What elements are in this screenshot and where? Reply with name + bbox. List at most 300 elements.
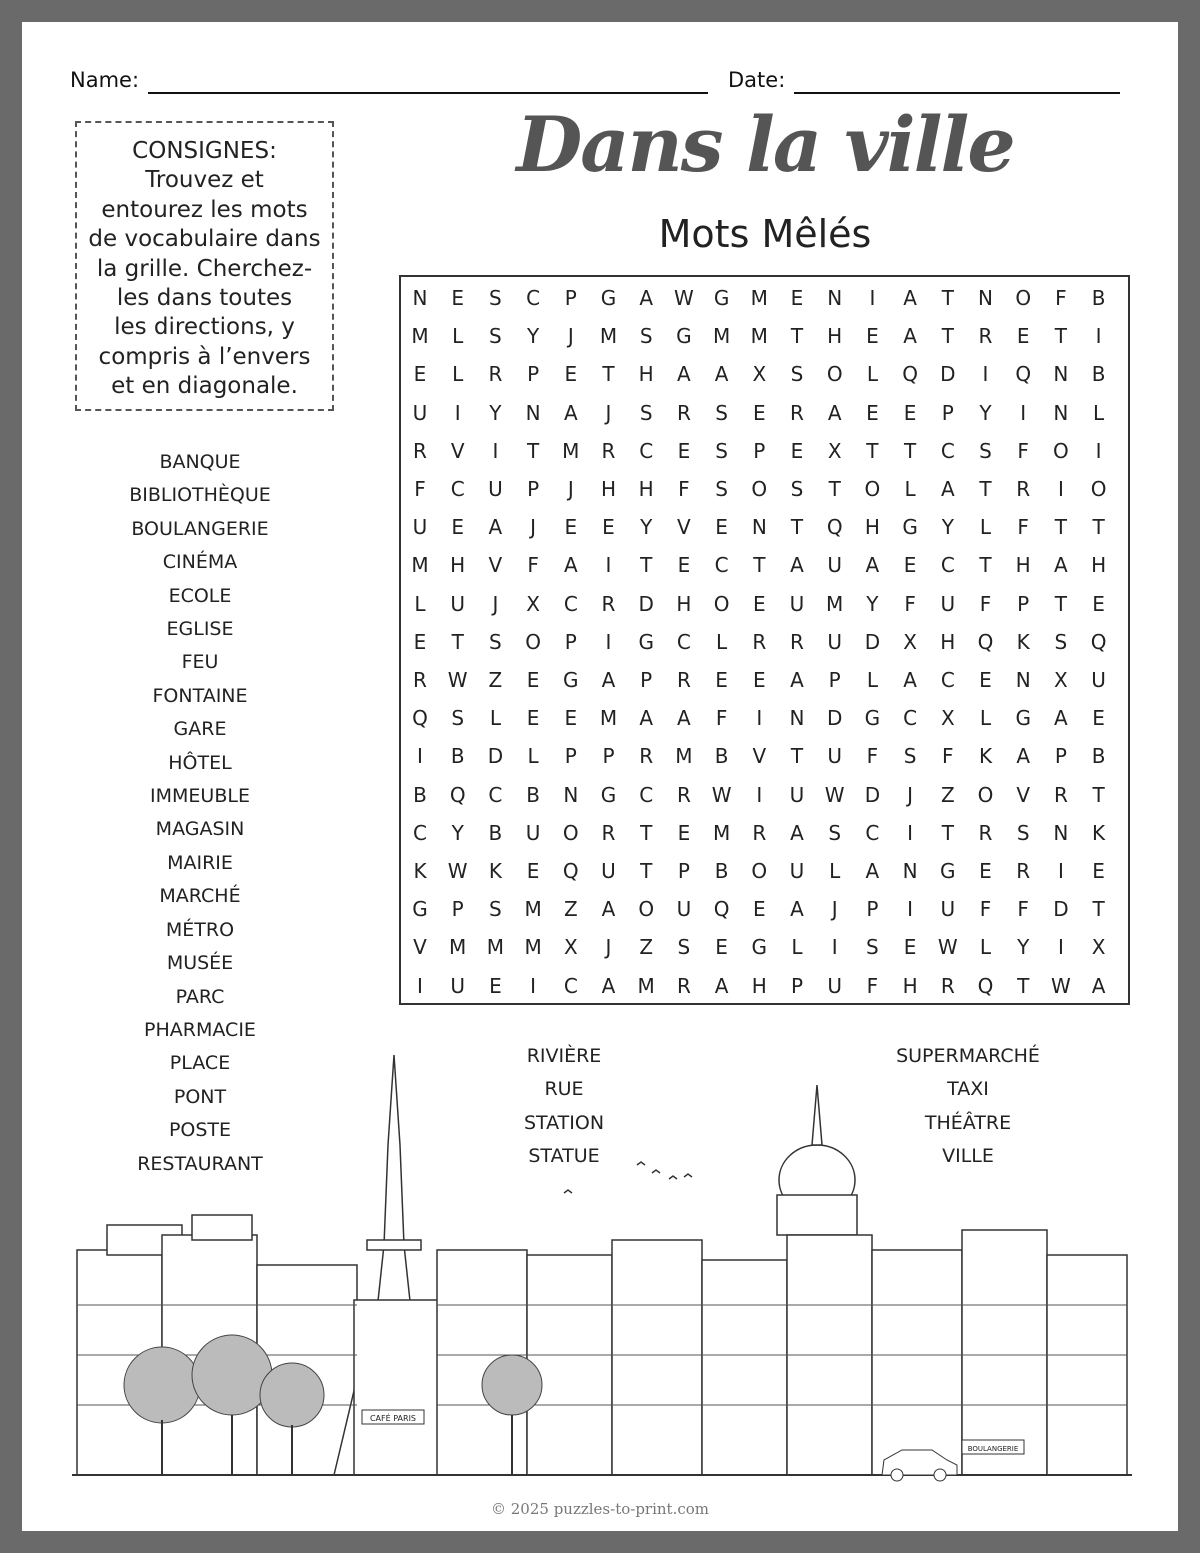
grid-letter[interactable]: C [488, 782, 503, 807]
grid-letter[interactable]: H [864, 515, 880, 540]
grid-letter[interactable]: U [940, 897, 956, 922]
grid-letter[interactable]: I [907, 897, 914, 922]
grid-letter[interactable]: W [674, 286, 694, 310]
grid-letter[interactable]: L [452, 362, 464, 387]
grid-letter[interactable]: U [525, 820, 541, 845]
grid-letter[interactable]: T [1054, 591, 1067, 616]
grid-letter[interactable]: U [601, 859, 616, 883]
grid-letter[interactable]: S [677, 935, 691, 960]
word-search-grid[interactable] [399, 275, 1130, 1005]
grid-letter[interactable]: U [940, 591, 956, 616]
grid-letter[interactable]: A [601, 973, 616, 998]
grid-letter[interactable]: H [902, 973, 918, 998]
grid-letter[interactable]: N [789, 706, 805, 731]
grid-letter[interactable]: H [450, 553, 466, 578]
grid-letter[interactable]: I [1020, 400, 1027, 425]
grid-letter[interactable]: G [864, 706, 881, 731]
grid-letter[interactable]: U [789, 782, 805, 807]
grid-letter[interactable]: U [827, 973, 842, 998]
grid-letter[interactable]: M [411, 553, 429, 578]
grid-letter[interactable]: I [605, 553, 612, 578]
grid-letter[interactable]: T [941, 820, 954, 845]
grid-letter[interactable]: B [526, 782, 540, 807]
grid-letter[interactable]: O [751, 859, 768, 883]
grid-letter[interactable]: Q [1015, 362, 1032, 387]
grid-letter[interactable]: T [640, 553, 653, 578]
grid-letter[interactable]: R [639, 744, 654, 769]
grid-letter[interactable]: E [903, 935, 917, 960]
grid-letter[interactable]: R [1016, 477, 1031, 501]
grid-letter[interactable]: R [752, 629, 767, 654]
grid-letter[interactable]: P [1017, 591, 1030, 616]
grid-letter[interactable]: H [638, 362, 654, 387]
grid-letter[interactable]: P [941, 400, 954, 425]
grid-letter[interactable]: P [640, 668, 653, 692]
grid-letter[interactable]: V [1016, 782, 1031, 807]
grid-letter[interactable]: A [865, 553, 880, 578]
grid-letter[interactable]: G [940, 859, 956, 883]
grid-letter[interactable]: S [1016, 820, 1030, 845]
grid-letter[interactable]: U [1091, 668, 1106, 692]
grid-letter[interactable]: E [903, 400, 917, 425]
grid-letter[interactable]: R [676, 668, 691, 692]
grid-letter[interactable]: T [1017, 973, 1030, 998]
grid-letter[interactable]: F [414, 477, 426, 501]
grid-letter[interactable]: W [447, 668, 468, 692]
grid-letter[interactable]: N [902, 859, 918, 883]
grid-letter[interactable]: R [601, 591, 616, 616]
grid-letter[interactable]: L [979, 935, 992, 960]
grid-letter[interactable]: Y [640, 515, 653, 540]
grid-letter[interactable]: H [1091, 553, 1107, 578]
grid-letter[interactable]: D [487, 744, 504, 769]
grid-letter[interactable]: S [639, 324, 653, 349]
grid-letter[interactable]: I [1057, 477, 1064, 501]
grid-letter[interactable]: L [866, 362, 878, 387]
grid-letter[interactable]: R [601, 438, 616, 463]
grid-letter[interactable]: L [904, 477, 916, 501]
grid-letter[interactable]: D [864, 782, 881, 807]
grid-letter[interactable]: M [411, 324, 429, 349]
grid-letter[interactable]: K [978, 744, 993, 769]
grid-letter[interactable]: N [1053, 820, 1069, 845]
grid-letter[interactable]: E [526, 859, 540, 883]
grid-letter[interactable]: E [903, 553, 917, 578]
grid-letter[interactable]: C [450, 477, 465, 501]
grid-letter[interactable]: T [602, 362, 615, 387]
grid-letter[interactable]: B [1091, 744, 1106, 769]
grid-letter[interactable]: M [712, 820, 731, 845]
grid-letter[interactable]: E [752, 897, 766, 922]
grid-letter[interactable]: C [865, 820, 880, 845]
grid-letter[interactable]: Y [866, 591, 879, 616]
grid-letter[interactable]: E [564, 362, 578, 387]
grid-letter[interactable]: R [413, 668, 427, 692]
grid-letter[interactable]: A [790, 897, 804, 922]
grid-letter[interactable]: E [752, 591, 766, 616]
grid-letter[interactable]: A [1091, 973, 1106, 998]
grid-letter[interactable]: U [450, 591, 465, 616]
grid-letter[interactable]: U [412, 400, 428, 425]
grid-letter[interactable]: M [826, 591, 844, 616]
grid-letter[interactable]: F [979, 591, 992, 616]
grid-letter[interactable]: H [940, 629, 956, 654]
grid-letter[interactable]: I [1057, 859, 1064, 883]
grid-letter[interactable]: B [714, 859, 729, 883]
grid-letter[interactable]: T [979, 553, 992, 578]
grid-letter[interactable]: N [1053, 362, 1069, 387]
grid-letter[interactable]: B [488, 820, 503, 845]
grid-letter[interactable]: L [1093, 400, 1105, 425]
grid-letter[interactable]: F [527, 553, 539, 578]
grid-letter[interactable]: T [828, 477, 841, 501]
grid-letter[interactable]: Q [562, 859, 579, 883]
grid-letter[interactable]: A [1054, 706, 1068, 731]
grid-letter[interactable]: G [563, 668, 579, 692]
grid-letter[interactable]: F [904, 591, 916, 616]
grid-letter[interactable]: S [790, 477, 804, 501]
grid-letter[interactable]: P [1054, 744, 1067, 769]
grid-letter[interactable]: I [492, 438, 499, 463]
grid-letter[interactable]: S [866, 935, 879, 960]
grid-letter[interactable]: T [753, 553, 766, 578]
grid-letter[interactable]: O [525, 629, 541, 654]
grid-letter[interactable]: T [1054, 324, 1067, 349]
grid-letter[interactable]: W [1051, 973, 1071, 998]
grid-letter[interactable]: P [527, 477, 540, 501]
grid-letter[interactable]: Z [488, 668, 503, 692]
grid-letter[interactable]: F [715, 706, 728, 731]
grid-letter[interactable]: H [751, 973, 767, 998]
grid-letter[interactable]: X [940, 706, 955, 731]
grid-letter[interactable]: S [903, 744, 917, 769]
grid-letter[interactable]: C [940, 668, 955, 692]
grid-letter[interactable]: E [526, 706, 540, 731]
grid-letter[interactable]: I [530, 973, 537, 998]
grid-letter[interactable]: A [1054, 553, 1068, 578]
grid-letter[interactable]: L [452, 324, 464, 349]
grid-letter[interactable]: S [979, 438, 992, 463]
grid-letter[interactable]: B [1091, 362, 1106, 387]
grid-letter[interactable]: H [600, 477, 617, 501]
grid-letter[interactable]: I [869, 286, 876, 310]
grid-letter[interactable]: K [488, 859, 502, 883]
grid-letter[interactable]: N [751, 515, 767, 540]
grid-letter[interactable]: E [526, 668, 540, 692]
grid-letter[interactable]: M [524, 897, 542, 922]
grid-letter[interactable]: I [756, 782, 763, 807]
grid-letter[interactable]: M [486, 935, 505, 960]
grid-letter[interactable]: M [599, 706, 618, 731]
grid-letter[interactable]: U [789, 591, 805, 616]
grid-letter[interactable]: T [1092, 515, 1105, 540]
grid-letter[interactable]: A [601, 897, 616, 922]
grid-letter[interactable]: R [676, 400, 691, 425]
grid-letter[interactable]: R [790, 629, 804, 654]
grid-letter[interactable]: O [864, 477, 881, 501]
grid-letter[interactable]: H [827, 324, 843, 349]
grid-letter[interactable]: P [564, 744, 577, 769]
grid-letter[interactable]: X [563, 935, 578, 960]
grid-letter[interactable]: A [903, 668, 917, 692]
grid-letter[interactable]: N [412, 286, 428, 310]
grid-letter[interactable]: A [714, 973, 729, 998]
grid-letter[interactable]: A [903, 286, 917, 310]
grid-letter[interactable]: O [1053, 438, 1069, 463]
grid-letter[interactable]: J [567, 477, 574, 501]
grid-letter[interactable]: G [412, 897, 428, 922]
grid-letter[interactable]: V [413, 935, 427, 960]
grid-letter[interactable]: I [1095, 324, 1102, 349]
grid-letter[interactable]: S [715, 438, 728, 463]
grid-letter[interactable]: T [979, 477, 992, 501]
grid-letter[interactable]: K [413, 859, 427, 883]
grid-letter[interactable]: U [827, 629, 842, 654]
grid-letter[interactable]: W [824, 782, 845, 807]
grid-letter[interactable]: E [677, 438, 691, 463]
grid-letter[interactable]: E [677, 553, 691, 578]
grid-letter[interactable]: W [447, 859, 468, 883]
grid-letter[interactable]: L [866, 668, 878, 692]
grid-letter[interactable]: Q [977, 973, 994, 998]
grid-letter[interactable]: B [413, 782, 427, 807]
grid-letter[interactable]: E [451, 286, 464, 310]
grid-letter[interactable]: B [1091, 286, 1106, 310]
grid-letter[interactable]: T [1092, 782, 1105, 807]
grid-letter[interactable]: R [1053, 782, 1068, 807]
grid-letter[interactable]: I [1057, 935, 1064, 960]
grid-letter[interactable]: A [639, 286, 654, 310]
grid-letter[interactable]: R [978, 324, 993, 349]
grid-letter[interactable]: E [866, 324, 879, 349]
grid-letter[interactable]: W [711, 782, 732, 807]
grid-letter[interactable]: N [563, 782, 579, 807]
grid-letter[interactable]: P [602, 744, 615, 769]
grid-letter[interactable]: D [638, 591, 654, 616]
grid-letter[interactable]: R [676, 782, 691, 807]
grid-letter[interactable]: H [676, 591, 692, 616]
grid-letter[interactable]: E [866, 400, 879, 425]
grid-letter[interactable]: M [524, 935, 542, 960]
grid-letter[interactable]: H [638, 477, 654, 501]
grid-letter[interactable]: T [903, 438, 917, 463]
grid-letter[interactable]: C [903, 706, 918, 731]
grid-letter[interactable]: M [637, 973, 655, 998]
grid-letter[interactable]: Z [940, 782, 955, 807]
grid-letter[interactable]: S [451, 706, 465, 731]
grid-letter[interactable]: M [562, 438, 580, 463]
grid-letter[interactable]: P [564, 286, 577, 310]
grid-letter[interactable]: Q [449, 782, 466, 807]
grid-letter[interactable]: O [826, 362, 843, 387]
grid-letter[interactable]: O [562, 820, 579, 845]
grid-letter[interactable]: E [677, 820, 691, 845]
grid-letter[interactable]: A [639, 706, 654, 731]
grid-letter[interactable]: L [716, 629, 728, 654]
grid-letter[interactable]: D [864, 629, 881, 654]
grid-letter[interactable]: N [827, 286, 843, 310]
grid-letter[interactable]: Y [526, 324, 540, 349]
grid-letter[interactable]: E [715, 935, 728, 960]
grid-letter[interactable]: E [564, 515, 578, 540]
grid-letter[interactable]: J [530, 515, 537, 540]
grid-letter[interactable]: A [827, 400, 842, 425]
grid-letter[interactable]: L [829, 859, 841, 883]
grid-letter[interactable]: U [789, 859, 805, 883]
grid-letter[interactable]: D [1053, 897, 1069, 922]
grid-letter[interactable]: C [526, 286, 541, 310]
grid-letter[interactable]: P [790, 973, 804, 998]
grid-letter[interactable]: L [979, 515, 992, 540]
grid-letter[interactable]: X [752, 362, 767, 387]
grid-letter[interactable]: U [827, 553, 842, 578]
grid-letter[interactable]: I [982, 362, 989, 387]
grid-letter[interactable]: J [605, 935, 612, 960]
grid-letter[interactable]: C [940, 438, 955, 463]
grid-letter[interactable]: E [451, 515, 464, 540]
grid-letter[interactable]: I [417, 973, 423, 998]
grid-letter[interactable]: F [1017, 897, 1029, 922]
grid-letter[interactable]: T [1054, 515, 1067, 540]
grid-letter[interactable]: N [978, 286, 993, 310]
grid-letter[interactable]: F [866, 744, 879, 769]
grid-letter[interactable]: P [828, 668, 841, 692]
grid-letter[interactable]: X [1054, 668, 1068, 692]
grid-letter[interactable]: Q [713, 897, 730, 922]
grid-letter[interactable]: I [756, 706, 763, 731]
grid-letter[interactable]: E [1092, 591, 1105, 616]
grid-letter[interactable]: Y [1017, 935, 1030, 960]
grid-letter[interactable]: S [489, 286, 502, 310]
grid-letter[interactable]: R [978, 820, 993, 845]
grid-letter[interactable]: E [413, 629, 427, 654]
grid-letter[interactable]: E [979, 859, 992, 883]
grid-letter[interactable]: L [489, 706, 501, 731]
grid-letter[interactable]: L [414, 591, 426, 616]
grid-letter[interactable]: O [1015, 286, 1032, 310]
grid-letter[interactable]: T [790, 744, 804, 769]
grid-letter[interactable]: X [1091, 935, 1106, 960]
grid-letter[interactable]: M [712, 324, 731, 349]
grid-letter[interactable]: E [979, 668, 992, 692]
grid-letter[interactable]: Z [639, 935, 654, 960]
grid-letter[interactable]: I [831, 935, 838, 960]
grid-letter[interactable]: K [1092, 820, 1106, 845]
grid-letter[interactable]: G [751, 935, 768, 960]
grid-letter[interactable]: R [1016, 859, 1031, 883]
grid-letter[interactable]: C [714, 553, 729, 578]
grid-letter[interactable]: A [677, 706, 691, 731]
grid-letter[interactable]: X [526, 591, 540, 616]
grid-letter[interactable]: F [1017, 438, 1029, 463]
grid-letter[interactable]: R [601, 820, 616, 845]
grid-letter[interactable]: J [907, 782, 914, 807]
grid-letter[interactable]: F [942, 744, 954, 769]
grid-letter[interactable]: S [1054, 629, 1068, 654]
grid-letter[interactable]: U [412, 515, 428, 540]
grid-letter[interactable]: L [527, 744, 539, 769]
grid-letter[interactable]: O [977, 782, 994, 807]
grid-letter[interactable]: E [715, 668, 728, 692]
grid-letter[interactable]: E [564, 706, 578, 731]
grid-letter[interactable]: U [676, 897, 692, 922]
grid-letter[interactable]: O [751, 477, 768, 501]
grid-letter[interactable]: T [866, 438, 879, 463]
grid-letter[interactable]: G [1015, 706, 1031, 731]
grid-letter[interactable]: G [600, 286, 617, 310]
grid-letter[interactable]: Y [451, 820, 464, 845]
grid-letter[interactable]: O [1090, 477, 1107, 501]
grid-letter[interactable]: P [677, 859, 690, 883]
grid-letter[interactable]: J [567, 324, 574, 349]
grid-letter[interactable]: M [449, 935, 467, 960]
grid-letter[interactable]: M [750, 286, 768, 310]
grid-letter[interactable]: I [1095, 438, 1102, 463]
grid-letter[interactable]: Q [902, 362, 918, 387]
grid-letter[interactable]: O [713, 591, 730, 616]
grid-letter[interactable]: A [1016, 744, 1031, 769]
grid-letter[interactable]: E [1092, 859, 1105, 883]
grid-letter[interactable]: J [605, 400, 612, 425]
name-field-line[interactable] [148, 92, 708, 94]
grid-letter[interactable]: F [979, 897, 992, 922]
grid-letter[interactable]: C [563, 973, 578, 998]
grid-letter[interactable]: R [752, 820, 767, 845]
grid-letter[interactable]: S [489, 629, 502, 654]
grid-letter[interactable]: A [940, 477, 955, 501]
grid-letter[interactable]: H [1015, 553, 1031, 578]
grid-letter[interactable]: C [940, 553, 955, 578]
grid-letter[interactable]: P [564, 629, 577, 654]
grid-letter[interactable]: G [638, 629, 654, 654]
grid-letter[interactable]: A [563, 553, 578, 578]
grid-letter[interactable]: U [488, 477, 503, 501]
grid-letter[interactable]: E [1092, 706, 1105, 731]
grid-letter[interactable]: S [715, 400, 728, 425]
grid-letter[interactable]: S [489, 324, 502, 349]
grid-letter[interactable]: A [903, 324, 917, 349]
grid-letter[interactable]: Y [489, 400, 502, 425]
grid-letter[interactable]: E [752, 668, 766, 692]
grid-letter[interactable]: G [713, 286, 730, 310]
grid-letter[interactable]: A [601, 668, 616, 692]
grid-letter[interactable]: E [715, 515, 728, 540]
grid-letter[interactable]: E [790, 438, 804, 463]
grid-letter[interactable]: J [492, 591, 499, 616]
grid-letter[interactable]: X [903, 629, 917, 654]
grid-letter[interactable]: R [488, 362, 503, 387]
grid-letter[interactable]: P [753, 438, 766, 463]
grid-letter[interactable]: W [937, 935, 958, 960]
grid-letter[interactable]: V [488, 553, 503, 578]
grid-letter[interactable]: A [790, 820, 804, 845]
grid-letter[interactable]: N [525, 400, 541, 425]
grid-letter[interactable]: Z [563, 897, 578, 922]
grid-letter[interactable]: A [790, 668, 804, 692]
grid-letter[interactable]: E [489, 973, 502, 998]
grid-letter[interactable]: T [640, 859, 653, 883]
grid-letter[interactable]: U [827, 744, 842, 769]
grid-letter[interactable]: Q [826, 515, 843, 540]
grid-letter[interactable]: A [563, 400, 578, 425]
grid-letter[interactable]: C [413, 820, 427, 845]
grid-letter[interactable]: F [866, 973, 879, 998]
grid-letter[interactable]: C [639, 782, 654, 807]
grid-letter[interactable]: F [1017, 515, 1029, 540]
grid-letter[interactable]: G [600, 782, 617, 807]
grid-letter[interactable]: C [676, 629, 691, 654]
grid-letter[interactable]: F [1055, 286, 1067, 310]
